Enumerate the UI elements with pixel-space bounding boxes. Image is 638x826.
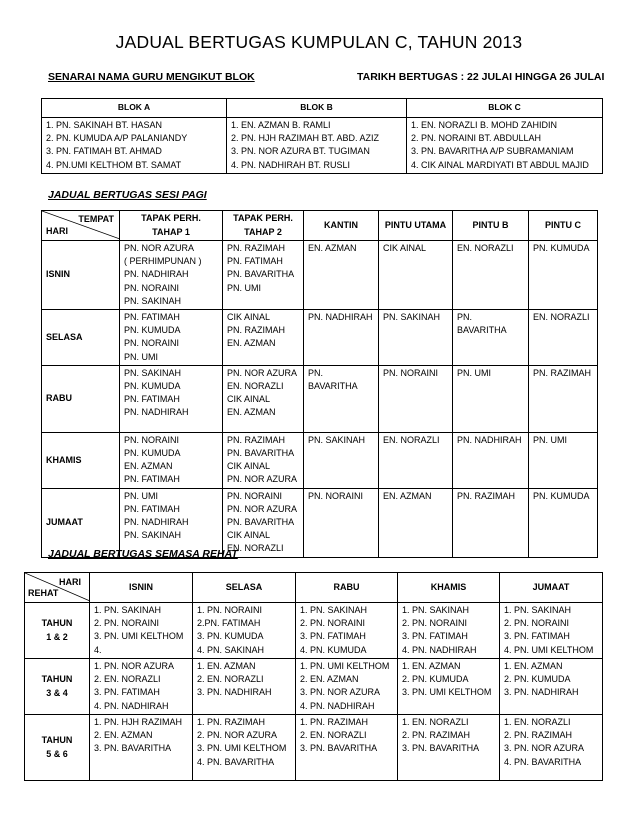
teacher-name: 2. PN. RAZIMAH xyxy=(504,730,573,741)
teacher-name: PN. BAVARITHA xyxy=(227,517,295,528)
day-label: RABU xyxy=(42,365,120,432)
pagi-header-line: PINTU UTAMA xyxy=(384,219,447,230)
teacher-name: 1. PN. UMI KELTHOM xyxy=(300,661,390,671)
blok-a-teacher: 3. PN. FATIMAH BT. AHMAD xyxy=(46,146,162,157)
duty-cell xyxy=(529,488,598,557)
duty-cell xyxy=(529,241,598,310)
year-label xyxy=(25,715,90,781)
teacher-name: PN. NORAINI xyxy=(124,338,180,349)
rehat-column-header: RABU xyxy=(296,573,398,603)
duty-cell xyxy=(453,488,529,557)
teacher-name: PN. UMI xyxy=(124,490,159,501)
senarai-heading: SENARAI NAMA GURU MENGIKUT BLOK xyxy=(48,71,255,83)
teacher-name: PN. UMI xyxy=(124,351,159,362)
blok-a-header: BLOK A xyxy=(42,99,227,118)
year-label-line: TAHUN xyxy=(41,735,73,746)
teacher-name: 3. PN. BAVARITHA xyxy=(402,743,480,754)
teacher-name: PN. RAZIMAH xyxy=(227,243,286,253)
corner-bottom-label: REHAT xyxy=(28,587,59,598)
teacher-name: 2. PN. NORAINI xyxy=(94,618,160,629)
teacher-name: 3. PN. NOR AZURA xyxy=(300,687,381,698)
teacher-name: 1. EN. NORAZLI xyxy=(504,717,571,727)
teacher-name: 4. PN. NADHIRAH xyxy=(300,700,375,711)
teacher-name: PN. KUMUDA xyxy=(124,381,181,392)
year-label-line: 3 & 4 xyxy=(46,687,68,698)
teacher-name: PN. NOR AZURA xyxy=(227,503,298,514)
teacher-name: PN. NOR AZURA xyxy=(124,243,195,253)
pagi-header-line: PINTU B xyxy=(472,219,509,230)
rehat-duty-cell xyxy=(398,659,500,715)
duty-cell xyxy=(120,432,223,488)
rehat-row xyxy=(25,715,603,781)
pagi-row xyxy=(42,241,598,310)
corner-header xyxy=(42,211,120,241)
rehat-row xyxy=(25,603,603,659)
pagi-column-header xyxy=(529,211,598,241)
corner-header xyxy=(25,573,90,603)
teacher-name: PN. RAZIMAH xyxy=(227,434,286,445)
teacher-name: 1. EN. AZMAN xyxy=(197,661,256,671)
year-label xyxy=(25,603,90,659)
rehat-duty-cell xyxy=(296,715,398,781)
rehat-duty-cell xyxy=(296,659,398,715)
blok-a-teacher: 1. PN. SAKINAH BT. HASAN xyxy=(46,120,163,130)
duty-cell xyxy=(529,310,598,366)
teacher-name: 1. EN. NORAZLI xyxy=(402,717,469,727)
teacher-name: PN. UMI xyxy=(457,367,492,378)
teacher-name: CIK AINAL xyxy=(227,394,271,405)
teacher-name: EN. AZMAN xyxy=(227,407,276,418)
teacher-name: PN. FATIMAH xyxy=(227,256,283,267)
duty-cell xyxy=(529,432,598,488)
rehat-duty-cell xyxy=(193,603,296,659)
rehat-duty-cell xyxy=(90,715,193,781)
rehat-duty-cell xyxy=(500,659,603,715)
duty-cell xyxy=(379,432,453,488)
corner-top-label: TEMPAT xyxy=(78,214,114,224)
teacher-name: 4. PN. SAKINAH xyxy=(197,644,265,655)
teacher-name: BAVARITHA xyxy=(308,381,358,392)
rehat-duty-cell xyxy=(193,659,296,715)
teacher-name: 3. PN. UMI KELTHOM xyxy=(402,687,492,698)
year-label-line: 5 & 6 xyxy=(46,748,68,759)
pagi-header-line: TAHAP 1 xyxy=(152,226,190,237)
rehat-column-header: KHAMIS xyxy=(398,573,500,603)
teacher-name: PN. RAZIMAH xyxy=(227,325,286,336)
teacher-name: PN. SAKINAH xyxy=(124,295,182,306)
teacher-name: PN. NORAINI xyxy=(124,434,180,445)
teacher-name: EN. AZMAN xyxy=(124,461,173,472)
pagi-header-line: TAPAK PERH. xyxy=(233,213,293,224)
day-label: JUMAAT xyxy=(42,488,120,557)
teacher-name: 3. PN. NADHIRAH xyxy=(504,687,579,698)
blok-c-header: BLOK C xyxy=(407,99,603,118)
teacher-name: 2. EN. NORAZLI xyxy=(197,674,264,685)
teacher-name: PN. FATIMAH xyxy=(124,312,180,323)
teacher-name: 3. PN. UMI KELTHOM xyxy=(197,743,287,754)
duty-cell xyxy=(223,241,304,310)
teacher-name: 2. PN. KUMUDA xyxy=(504,674,571,685)
teacher-name: 1. PN. NORAINI xyxy=(197,605,263,615)
teacher-name: 2. EN. AZMAN xyxy=(94,730,153,741)
pagi-header-line: KANTIN xyxy=(324,219,358,230)
pagi-column-header xyxy=(120,211,223,241)
teacher-name: 4. xyxy=(94,644,102,655)
rehat-header-row xyxy=(25,573,603,603)
teacher-name: PN. SAKINAH xyxy=(124,530,182,541)
pagi-column-header xyxy=(223,211,304,241)
pagi-header-row xyxy=(42,211,598,241)
teacher-name: PN. UMI xyxy=(227,282,262,293)
blok-c-teacher: 1. EN. NORAZLI B. MOHD ZAHIDIN xyxy=(411,120,558,130)
blok-c-teacher: 4. CIK AINAL MARDIYATI BT ABDUL MAJID xyxy=(411,159,589,170)
teacher-name: PN. NADHIRAH xyxy=(124,269,189,280)
teacher-name: PN. NADHIRAH xyxy=(308,312,373,323)
duty-cell xyxy=(453,310,529,366)
pagi-row xyxy=(42,432,598,488)
teacher-name: 2. PN. KUMUDA xyxy=(402,674,469,685)
blok-b-teacher: 1. EN. AZMAN B. RAMLI xyxy=(231,120,331,130)
teacher-name: PN. UMI xyxy=(533,434,568,445)
pagi-column-header xyxy=(453,211,529,241)
teacher-name: PN. FATIMAH xyxy=(124,503,180,514)
teacher-name: BAVARITHA xyxy=(457,325,507,336)
teacher-name: EN. AZMAN xyxy=(383,490,432,501)
teacher-name: 3. PN. FATIMAH xyxy=(402,631,468,642)
blok-b-teacher: 3. PN. NOR AZURA BT. TUGIMAN xyxy=(231,146,370,157)
teacher-name: PN. FATIMAH xyxy=(124,474,180,485)
pagi-heading: JADUAL BERTUGAS SESI PAGI xyxy=(48,189,207,201)
teacher-name: 4. PN. UMI KELTHOM xyxy=(504,644,594,655)
pagi-header-line: TAPAK PERH. xyxy=(141,213,201,224)
duty-cell xyxy=(379,488,453,557)
rehat-column-header: SELASA xyxy=(193,573,296,603)
teacher-name: 2. EN. AZMAN xyxy=(300,674,359,685)
teacher-name: PN. NADHIRAH xyxy=(457,434,522,445)
rehat-duty-cell xyxy=(296,603,398,659)
blok-c-list xyxy=(407,118,603,174)
teacher-name: 2. EN. NORAZLI xyxy=(300,730,367,741)
day-label: KHAMIS xyxy=(42,432,120,488)
teacher-name: 2.PN. FATIMAH xyxy=(197,618,261,629)
teacher-name: 1. PN. SAKINAH xyxy=(402,605,470,615)
duty-cell xyxy=(379,310,453,366)
duty-cell xyxy=(453,432,529,488)
document-title: JADUAL BERTUGAS KUMPULAN C, TAHUN 2013 xyxy=(115,32,523,52)
rehat-duty-cell xyxy=(398,603,500,659)
year-label xyxy=(25,659,90,715)
teacher-name: 1. PN. HJH RAZIMAH xyxy=(94,717,183,727)
teacher-name: PN. KUMUDA xyxy=(533,243,590,253)
duty-cell xyxy=(304,365,379,432)
teacher-name: 3. PN. FATIMAH xyxy=(504,631,570,642)
teacher-name: CIK AINAL xyxy=(227,461,271,472)
year-label-line: TAHUN xyxy=(41,674,73,685)
teacher-name: EN. NORAZLI xyxy=(533,312,590,323)
teacher-name: PN. NORAINI xyxy=(308,490,364,501)
day-label: SELASA xyxy=(42,310,120,366)
blok-a-teacher: 4. PN.UMI KELTHOM BT. SAMAT xyxy=(46,159,182,170)
blok-b-teacher: 4. PN. NADHIRAH BT. RUSLI xyxy=(231,159,351,170)
blok-table xyxy=(41,98,603,174)
teacher-name: 2. EN. NORAZLI xyxy=(94,674,161,685)
corner-top-label: HARI xyxy=(59,577,81,587)
blok-c-teacher: 3. PN. BAVARITHA A/P SUBRAMANIAM xyxy=(411,146,574,157)
teacher-name: ( PERHIMPUNAN ) xyxy=(124,256,202,267)
year-label-line: 1 & 2 xyxy=(46,631,68,642)
rehat-duty-cell xyxy=(90,659,193,715)
duty-cell xyxy=(379,241,453,310)
duty-cell xyxy=(453,241,529,310)
teacher-name: 2. PN. NOR AZURA xyxy=(197,730,278,741)
teacher-name: CIK AINAL xyxy=(227,530,271,541)
blok-a-list xyxy=(42,118,227,174)
teacher-name: PN. xyxy=(308,367,324,378)
duty-cell xyxy=(120,488,223,557)
blok-a-teacher: 2. PN. KUMUDA A/P PALANIANDY xyxy=(46,133,188,144)
teacher-name: PN. BAVARITHA xyxy=(227,269,295,280)
rehat-duty-cell xyxy=(500,715,603,781)
rehat-row xyxy=(25,659,603,715)
teacher-name: 1. PN. NOR AZURA xyxy=(94,661,175,671)
teacher-name: 1. PN. RAZIMAH xyxy=(300,717,369,727)
teacher-name: 4. PN. NADHIRAH xyxy=(94,700,169,711)
year-label-line: TAHUN xyxy=(41,618,73,629)
teacher-name: PN. RAZIMAH xyxy=(457,490,516,501)
pagi-column-header xyxy=(304,211,379,241)
teacher-name: PN. BAVARITHA xyxy=(227,448,295,459)
pagi-header-line: PINTU C xyxy=(545,219,581,230)
teacher-name: 1. PN. SAKINAH xyxy=(94,605,162,615)
teacher-name: EN. NORAZLI xyxy=(383,434,440,445)
teacher-name: PN. NADHIRAH xyxy=(124,407,189,418)
blok-b-header: BLOK B xyxy=(227,99,407,118)
teacher-name: 1. PN. RAZIMAH xyxy=(197,717,266,727)
teacher-name: 3. PN. NOR AZURA xyxy=(504,743,585,754)
duty-cell xyxy=(120,241,223,310)
teacher-name: CIK AINAL xyxy=(227,312,271,323)
teacher-name: PN. KUMUDA xyxy=(124,448,181,459)
pagi-column-header xyxy=(379,211,453,241)
pagi-header-line: TAHAP 2 xyxy=(244,226,282,237)
rehat-duty-cell xyxy=(90,603,193,659)
rehat-duty-cell xyxy=(398,715,500,781)
teacher-name: PN. NORAINI xyxy=(383,367,439,378)
duty-cell xyxy=(304,241,379,310)
teacher-name: 2. PN. NORAINI xyxy=(402,618,468,629)
teacher-name: PN. SAKINAH xyxy=(124,367,182,378)
blok-c-teacher: 2. PN. NORAINI BT. ABDULLAH xyxy=(411,133,542,144)
teacher-name: PN. NORAINI xyxy=(227,490,283,501)
teacher-name: 4. PN. NADHIRAH xyxy=(402,644,477,655)
teacher-name: 1. EN. AZMAN xyxy=(504,661,563,671)
teacher-name: 3. PN. UMI KELTHOM xyxy=(94,631,184,642)
teacher-name: PN. xyxy=(457,312,473,323)
duty-cell xyxy=(529,365,598,432)
teacher-name: 3. PN. BAVARITHA xyxy=(94,743,172,754)
duty-cell xyxy=(120,310,223,366)
duty-cell xyxy=(223,432,304,488)
teacher-name: PN. SAKINAH xyxy=(308,434,366,445)
pagi-table xyxy=(41,210,598,558)
blok-b-teacher: 2. PN. HJH RAZIMAH BT. ABD. AZIZ xyxy=(231,133,380,144)
teacher-name: PN. KUMUDA xyxy=(533,490,590,501)
teacher-name: 2. PN. NORAINI xyxy=(300,618,366,629)
teacher-name: PN. RAZIMAH xyxy=(533,367,592,378)
teacher-name: 3. PN. FATIMAH xyxy=(94,687,160,698)
teacher-name: 1. PN. SAKINAH xyxy=(300,605,368,615)
teacher-name: 3. PN. BAVARITHA xyxy=(300,743,378,754)
teacher-name: 3. PN. FATIMAH xyxy=(300,631,366,642)
teacher-name: 2. PN. NORAINI xyxy=(504,618,570,629)
duty-cell xyxy=(379,365,453,432)
teacher-name: CIK AINAL xyxy=(383,243,427,253)
duty-cell xyxy=(223,488,304,557)
rehat-duty-cell xyxy=(500,603,603,659)
teacher-name: PN. KUMUDA xyxy=(124,325,181,336)
teacher-name: 4. PN. BAVARITHA xyxy=(504,756,582,767)
rehat-column-header: JUMAAT xyxy=(500,573,603,603)
rehat-table xyxy=(24,572,603,781)
teacher-name: 2. PN. RAZIMAH xyxy=(402,730,471,741)
teacher-name: PN. NOR AZURA xyxy=(227,474,298,485)
teacher-name: PN. FATIMAH xyxy=(124,394,180,405)
pagi-row xyxy=(42,365,598,432)
pagi-row xyxy=(42,488,598,557)
teacher-name: 1. PN. SAKINAH xyxy=(504,605,572,615)
teacher-name: PN. SAKINAH xyxy=(383,312,441,323)
corner-bottom-label: HARI xyxy=(46,225,68,236)
tarikh-bertugas: TARIKH BERTUGAS : 22 JULAI HINGGA 26 JULAI xyxy=(357,71,605,83)
teacher-name: 3. PN. KUMUDA xyxy=(197,631,264,642)
teacher-name: 1. EN. AZMAN xyxy=(402,661,461,671)
teacher-name: 3. PN. NADHIRAH xyxy=(197,687,272,698)
duty-cell xyxy=(120,365,223,432)
teacher-name: EN. NORAZLI xyxy=(457,243,514,253)
duty-cell xyxy=(223,310,304,366)
teacher-name: EN. NORAZLI xyxy=(227,543,284,554)
teacher-name: 4. PN. KUMUDA xyxy=(300,644,367,655)
teacher-name: PN. NOR AZURA xyxy=(227,367,298,378)
blok-b-list xyxy=(227,118,407,174)
teacher-name: EN. NORAZLI xyxy=(227,381,284,392)
pagi-row xyxy=(42,310,598,366)
rehat-column-header: ISNIN xyxy=(90,573,193,603)
duty-cell xyxy=(304,310,379,366)
day-label: ISNIN xyxy=(42,241,120,310)
teacher-name: PN. NORAINI xyxy=(124,282,180,293)
duty-cell xyxy=(304,488,379,557)
rehat-duty-cell xyxy=(193,715,296,781)
duty-cell xyxy=(304,432,379,488)
rehat-heading: JADUAL BERTUGAS SEMASA REHAT xyxy=(48,548,238,560)
teacher-name: 4. PN. BAVARITHA xyxy=(197,756,275,767)
duty-cell xyxy=(453,365,529,432)
teacher-name: EN. AZMAN xyxy=(308,243,357,253)
teacher-name: PN. NADHIRAH xyxy=(124,517,189,528)
teacher-name: EN. AZMAN xyxy=(227,338,276,349)
duty-cell xyxy=(223,365,304,432)
